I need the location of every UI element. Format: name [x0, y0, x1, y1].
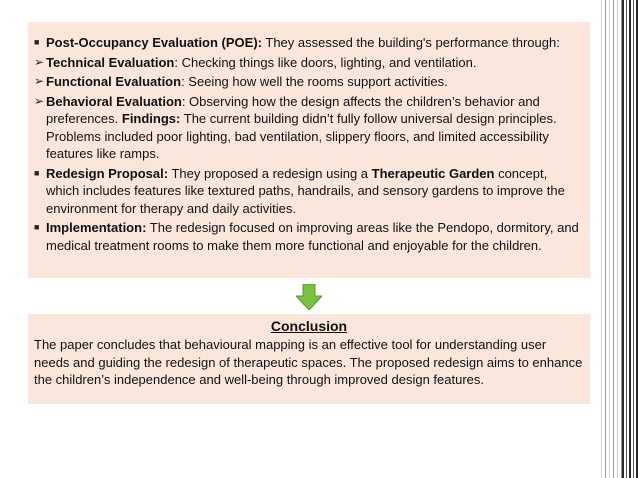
list-item-technical	[34, 54, 580, 72]
item-text-findings: The current building didn’t fully follow universal design principles. Problems included poor lighting, bad ventilation, slippery floors, and limited accessibility features like ramps.	[46, 111, 557, 161]
item-text: : Seeing how well the rooms support activities.	[181, 74, 448, 89]
list-item-poe	[34, 34, 580, 52]
conclusion-title: Conclusion	[270, 318, 348, 334]
item-text: They assessed the building's performance through:	[262, 35, 560, 50]
item-text-garden: concept, which includes features like textured paths, handrails, and sensory gardens to improve the environment for therapy and daily activities.	[46, 165, 565, 216]
list-item-functional	[34, 73, 580, 91]
list-item-implementation	[34, 219, 580, 254]
decorative-stripe-dark	[622, 0, 638, 478]
item-label: Post-Occupancy Evaluation (POE):	[46, 35, 262, 50]
square-bullet-icon: ■	[34, 37, 40, 47]
item-text: : Observing how the design affects the children’s behavior and preferences.	[46, 93, 540, 126]
item-text: They proposed a redesign using a	[168, 165, 372, 181]
item-text: The redesign focused on improving areas like the Pendopo, dormitory, and medical treatment rooms to make them more functional and enjoyable for the children.	[46, 220, 579, 253]
item-label: Functional Evaluation	[46, 74, 182, 89]
item-label: Implementation:	[46, 220, 147, 235]
arrow-bullet-icon: ➢	[34, 54, 45, 69]
down-arrow-icon	[296, 284, 322, 310]
arrow-bullet-icon: ➢	[34, 74, 45, 88]
conclusion-box	[28, 314, 590, 404]
list-item-redesign	[34, 165, 580, 218]
conclusion-text: The paper concludes that behavioural mapping is an effective tool for understanding user needs and guiding the redesign of therapeutic spaces. The proposed redesign aims to enhance the children’s independence and well-being through improved design features.	[34, 337, 583, 387]
summary-box	[28, 22, 590, 278]
item-text: : Checking things like doors, lighting, and ventilation.	[174, 54, 477, 70]
item-label: Behavioral Evaluation	[46, 93, 182, 109]
square-bullet-icon: ■	[34, 222, 40, 232]
item-label-findings: Findings:	[121, 111, 181, 126]
square-bullet-icon: ■	[34, 167, 40, 178]
item-label-garden: Therapeutic Garden	[371, 165, 495, 181]
list-item-behavioral	[34, 93, 580, 163]
arrow-bullet-icon: ➢	[34, 93, 45, 108]
item-label: Redesign Proposal:	[46, 165, 169, 181]
item-label: Technical Evaluation	[46, 54, 175, 70]
